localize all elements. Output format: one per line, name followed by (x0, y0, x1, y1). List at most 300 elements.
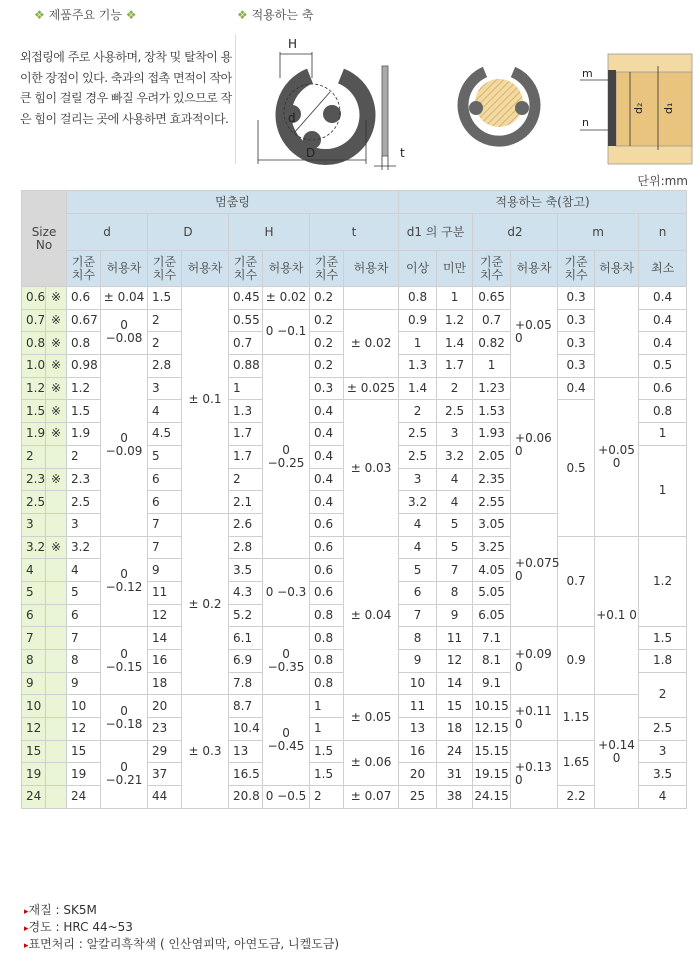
d2-base-cell: 1.23 (473, 377, 511, 400)
d-tol-cell: 0 −0.21 (101, 740, 148, 808)
d2-tol-cell: +0.075 0 (511, 513, 558, 626)
d1-under-cell: 3.2 (437, 445, 473, 468)
d1-over-cell: 1.4 (399, 377, 437, 400)
note-mark: ※ (46, 355, 67, 378)
n-min-cell: 0.8 (639, 400, 687, 423)
H-base-cell: 13 (229, 740, 263, 763)
d2-base-cell: 0.65 (473, 287, 511, 310)
n-min-cell: 0.5 (639, 355, 687, 378)
d-base-cell: 5 (67, 581, 101, 604)
d-base-cell: 0.67 (67, 309, 101, 332)
m-base-cell: 0.3 (558, 355, 595, 378)
d1-under-cell: 1 (437, 287, 473, 310)
d1-over-cell: 2 (399, 400, 437, 423)
header-base: 기준 치수 (310, 251, 344, 287)
t-base-cell: 1 (310, 695, 344, 718)
d1-over-cell: 5 (399, 559, 437, 582)
table-row (22, 536, 687, 559)
table-row (22, 287, 687, 310)
D-base-cell: 2 (148, 309, 182, 332)
size-cell: 3 (22, 513, 46, 536)
d1-over-cell: 8 (399, 627, 437, 650)
label-d2: d₂ (632, 102, 645, 114)
n-min-cell: 1.8 (639, 650, 687, 673)
m-tol-cell: +0.1 0 (595, 536, 639, 695)
d1-over-cell: 3.2 (399, 491, 437, 514)
d2-base-cell: 2.05 (473, 445, 511, 468)
H-tol-cell: ± 0.02 (263, 287, 310, 310)
note-mark: ※ (46, 400, 67, 423)
d2-base-cell: 0.82 (473, 332, 511, 355)
d1-under-cell: 5 (437, 536, 473, 559)
D-base-cell: 23 (148, 718, 182, 741)
d-tol-cell: ± 0.04 (101, 287, 148, 310)
size-cell: 1.2 (22, 377, 46, 400)
header-tol: 허용차 (344, 251, 399, 287)
header-n: n (639, 214, 687, 251)
size-cell: 3.2 (22, 536, 46, 559)
t-base-cell: 0.6 (310, 581, 344, 604)
note-mark: ※ (46, 377, 67, 400)
d-tol-cell: 0 −0.08 (101, 309, 148, 354)
n-min-cell: 0.4 (639, 332, 687, 355)
d2-tol-cell: +0.09 0 (511, 627, 558, 695)
note-mark (46, 559, 67, 582)
H-tol-cell: 0 −0.1 (263, 309, 310, 354)
header-min: 최소 (639, 251, 687, 287)
size-cell: 24 (22, 786, 46, 809)
features-heading: ❖ 제품주요 기능 ❖ (34, 8, 137, 22)
n-min-cell: 0.6 (639, 377, 687, 400)
diamond-icon: ❖ (125, 8, 137, 22)
d-base-cell: 8 (67, 650, 101, 673)
d1-under-cell: 8 (437, 581, 473, 604)
spec-item: ▸경도 : HRC 44~53 (24, 920, 133, 934)
H-base-cell: 0.45 (229, 287, 263, 310)
note-mark (46, 718, 67, 741)
d1-over-cell: 0.8 (399, 287, 437, 310)
n-min-cell: 1.5 (639, 627, 687, 650)
d2-tol-cell: +0.05 0 (511, 287, 558, 378)
size-cell: 8 (22, 650, 46, 673)
d1-over-cell: 6 (399, 581, 437, 604)
t-base-cell: 2 (310, 786, 344, 809)
n-min-cell: 3 (639, 740, 687, 763)
d-base-cell: 2.5 (67, 491, 101, 514)
H-base-cell: 20.8 (229, 786, 263, 809)
D-tol-cell: ± 0.3 (182, 695, 229, 808)
d1-over-cell: 4 (399, 513, 437, 536)
H-base-cell: 7.8 (229, 672, 263, 695)
header-base: 기준 치수 (67, 251, 101, 287)
n-min-cell: 2 (639, 672, 687, 717)
d1-under-cell: 38 (437, 786, 473, 809)
spec-table (21, 190, 687, 809)
d1-under-cell: 7 (437, 559, 473, 582)
d1-over-cell: 25 (399, 786, 437, 809)
label-m: m (582, 67, 593, 80)
d1-under-cell: 2.5 (437, 400, 473, 423)
t-tol-cell: ± 0.06 (344, 740, 399, 785)
d-base-cell: 1.5 (67, 400, 101, 423)
d1-under-cell: 2 (437, 377, 473, 400)
D-base-cell: 6 (148, 491, 182, 514)
d-base-cell: 24 (67, 786, 101, 809)
H-tol-cell: 0 −0.25 (263, 355, 310, 559)
header-tol: 허용차 (263, 251, 310, 287)
label-n: n (582, 116, 589, 129)
header-d2: d2 (473, 214, 558, 251)
t-base-cell: 0.8 (310, 650, 344, 673)
header-H: H (229, 214, 310, 251)
n-min-cell: 1 (639, 423, 687, 446)
note-mark (46, 491, 67, 514)
d2-base-cell: 7.1 (473, 627, 511, 650)
D-base-cell: 4 (148, 400, 182, 423)
n-min-cell: 0.4 (639, 287, 687, 310)
m-base-cell: 1.15 (558, 695, 595, 740)
t-base-cell: 0.2 (310, 332, 344, 355)
D-base-cell: 18 (148, 672, 182, 695)
note-mark: ※ (46, 536, 67, 559)
size-cell: 0.7 (22, 309, 46, 332)
header-shaft: 적용하는 축(참고) (399, 191, 687, 214)
t-base-cell: 0.4 (310, 445, 344, 468)
d-base-cell: 12 (67, 718, 101, 741)
triangle-bullet-icon: ▸ (24, 924, 29, 934)
d1-under-cell: 15 (437, 695, 473, 718)
t-tol-cell: ± 0.02 (344, 309, 399, 377)
header-tol: 허용차 (595, 251, 639, 287)
unit-label: 단위:mm (637, 174, 688, 188)
d1-over-cell: 16 (399, 740, 437, 763)
d1-under-cell: 3 (437, 423, 473, 446)
H-base-cell: 1 (229, 377, 263, 400)
t-base-cell: 1.5 (310, 740, 344, 763)
note-mark (46, 627, 67, 650)
d1-under-cell: 9 (437, 604, 473, 627)
H-base-cell: 4.3 (229, 581, 263, 604)
note-mark (46, 672, 67, 695)
n-min-cell: 0.4 (639, 309, 687, 332)
H-base-cell: 10.4 (229, 718, 263, 741)
size-cell: 1.0 (22, 355, 46, 378)
t-base-cell: 0.6 (310, 559, 344, 582)
d1-under-cell: 18 (437, 718, 473, 741)
H-base-cell: 1.7 (229, 423, 263, 446)
t-base-cell: 0.4 (310, 400, 344, 423)
t-base-cell: 0.4 (310, 423, 344, 446)
d-base-cell: 0.8 (67, 332, 101, 355)
H-base-cell: 1.7 (229, 445, 263, 468)
d-base-cell: 4 (67, 559, 101, 582)
D-base-cell: 11 (148, 581, 182, 604)
d1-under-cell: 1.7 (437, 355, 473, 378)
d2-base-cell: 6.05 (473, 604, 511, 627)
H-base-cell: 6.9 (229, 650, 263, 673)
m-base-cell: 0.3 (558, 309, 595, 332)
D-base-cell: 7 (148, 536, 182, 559)
header-tol: 허용차 (101, 251, 148, 287)
m-base-cell: 0.7 (558, 536, 595, 627)
D-base-cell: 2.8 (148, 355, 182, 378)
d1-under-cell: 12 (437, 650, 473, 673)
d1-over-cell: 4 (399, 536, 437, 559)
H-base-cell: 5.2 (229, 604, 263, 627)
size-cell: 7 (22, 627, 46, 650)
header-base: 기준 치수 (558, 251, 595, 287)
H-base-cell: 2 (229, 468, 263, 491)
m-base-cell: 0.5 (558, 400, 595, 536)
D-base-cell: 12 (148, 604, 182, 627)
d1-under-cell: 11 (437, 627, 473, 650)
label-H: H (288, 37, 298, 51)
n-min-cell: 2.5 (639, 718, 687, 741)
t-tol-cell: ± 0.04 (344, 536, 399, 695)
t-tol-cell: ± 0.025 (344, 377, 399, 400)
note-mark: ※ (46, 287, 67, 310)
d-base-cell: 19 (67, 763, 101, 786)
t-base-cell: 0.4 (310, 468, 344, 491)
t-base-cell: 0.2 (310, 287, 344, 310)
size-cell: 1.9 (22, 423, 46, 446)
d-tol-cell: 0 −0.18 (101, 695, 148, 740)
d1-over-cell: 2.5 (399, 423, 437, 446)
size-cell: 9 (22, 672, 46, 695)
size-cell: 19 (22, 763, 46, 786)
size-cell: 5 (22, 581, 46, 604)
D-tol-cell: ± 0.1 (182, 287, 229, 514)
header-m: m (558, 214, 639, 251)
D-base-cell: 6 (148, 468, 182, 491)
d-base-cell: 10 (67, 695, 101, 718)
size-cell: 2 (22, 445, 46, 468)
H-tol-cell: 0 −0.45 (263, 695, 310, 786)
t-tol-cell: ± 0.05 (344, 695, 399, 740)
size-cell: 1.5 (22, 400, 46, 423)
label-D: D (306, 146, 316, 160)
d2-base-cell: 4.05 (473, 559, 511, 582)
label-t: t (400, 146, 405, 160)
H-base-cell: 1.3 (229, 400, 263, 423)
d-tol-cell: 0 −0.09 (101, 355, 148, 537)
d1-over-cell: 7 (399, 604, 437, 627)
H-base-cell: 2.8 (229, 536, 263, 559)
D-base-cell: 5 (148, 445, 182, 468)
d1-under-cell: 31 (437, 763, 473, 786)
H-base-cell: 3.5 (229, 559, 263, 582)
note-mark: ※ (46, 309, 67, 332)
d2-base-cell: 5.05 (473, 581, 511, 604)
note-mark: ※ (46, 423, 67, 446)
size-cell: 12 (22, 718, 46, 741)
header-tol: 허용차 (182, 251, 229, 287)
m-tol-cell: +0.05 0 (595, 377, 639, 536)
divider (235, 34, 236, 164)
d1-over-cell: 20 (399, 763, 437, 786)
t-base-cell: 0.2 (310, 355, 344, 378)
d1-over-cell: 13 (399, 718, 437, 741)
header-ring: 멈춤링 (67, 191, 399, 214)
d2-base-cell: 2.55 (473, 491, 511, 514)
d2-base-cell: 1.93 (473, 423, 511, 446)
d2-base-cell: 1.53 (473, 400, 511, 423)
H-tol-cell: 0 −0.35 (263, 627, 310, 695)
d2-base-cell: 9.1 (473, 672, 511, 695)
spec-item: ▸표면처리 : 알칼리흑착색 ( 인산염피막, 아연도금, 니켈도금) (24, 937, 340, 951)
H-tol-cell: 0 −0.5 (263, 786, 310, 809)
d2-tol-cell: +0.13 0 (511, 740, 558, 808)
note-mark (46, 581, 67, 604)
H-base-cell: 6.1 (229, 627, 263, 650)
D-base-cell: 2 (148, 332, 182, 355)
d1-over-cell: 0.9 (399, 309, 437, 332)
D-base-cell: 14 (148, 627, 182, 650)
H-base-cell: 2.6 (229, 513, 263, 536)
header-tol: 허용차 (511, 251, 558, 287)
t-tol-cell (344, 287, 399, 310)
note-mark (46, 763, 67, 786)
D-base-cell: 44 (148, 786, 182, 809)
n-min-cell: 4 (639, 786, 687, 809)
d2-base-cell: 8.1 (473, 650, 511, 673)
d-tol-cell: 0 −0.12 (101, 536, 148, 627)
size-cell: 10 (22, 695, 46, 718)
H-base-cell: 0.88 (229, 355, 263, 378)
size-cell: 0.8 (22, 332, 46, 355)
D-base-cell: 3 (148, 377, 182, 400)
header-under: 미만 (437, 251, 473, 287)
size-cell: 15 (22, 740, 46, 763)
note-mark (46, 695, 67, 718)
note-mark (46, 650, 67, 673)
d1-over-cell: 2.5 (399, 445, 437, 468)
triangle-bullet-icon: ▸ (24, 941, 29, 951)
d-base-cell: 0.98 (67, 355, 101, 378)
m-base-cell: 2.2 (558, 786, 595, 809)
D-base-cell: 1.5 (148, 287, 182, 310)
intro-text: 외접링에 주로 사용하며, 장착 및 탈착이 용이한 장점이 있다. 축과의 접촉 면적이 작아 큰 힘이 걸릴 경우 빠질 우려가 있으므로 작은 힘이 걸리는 곳에 사용하면 효과적이다. (20, 50, 232, 126)
t-base-cell: 0.8 (310, 672, 344, 695)
d2-base-cell: 19.15 (473, 763, 511, 786)
t-base-cell: 1 (310, 718, 344, 741)
m-base-cell: 0.4 (558, 377, 595, 400)
d1-over-cell: 11 (399, 695, 437, 718)
m-tol-cell: +0.14 0 (595, 695, 639, 808)
m-base-cell: 0.3 (558, 287, 595, 310)
t-tol-cell: ± 0.03 (344, 400, 399, 536)
t-base-cell: 0.6 (310, 536, 344, 559)
header-t: t (310, 214, 399, 251)
header-d1: d1 의 구분 (399, 214, 473, 251)
H-base-cell: 8.7 (229, 695, 263, 718)
diamond-icon: ❖ (237, 8, 248, 22)
d-base-cell: 1.2 (67, 377, 101, 400)
D-base-cell: 9 (148, 559, 182, 582)
d-base-cell: 2 (67, 445, 101, 468)
H-base-cell: 0.7 (229, 332, 263, 355)
table-row (22, 695, 687, 718)
n-min-cell: 3.5 (639, 763, 687, 786)
m-base-cell: 0.3 (558, 332, 595, 355)
label-d: d (288, 111, 296, 125)
m-base-cell: 1.65 (558, 740, 595, 785)
D-base-cell: 16 (148, 650, 182, 673)
size-cell: 6 (22, 604, 46, 627)
d2-tol-cell: +0.06 0 (511, 377, 558, 513)
spec-list (24, 903, 339, 954)
ring-on-shaft-figure (452, 60, 552, 150)
d1-over-cell: 9 (399, 650, 437, 673)
D-tol-cell: ± 0.2 (182, 513, 229, 695)
d-base-cell: 0.6 (67, 287, 101, 310)
header-size: Size No (22, 191, 67, 287)
d2-base-cell: 12.15 (473, 718, 511, 741)
D-base-cell: 20 (148, 695, 182, 718)
note-mark (46, 445, 67, 468)
n-min-cell: 1 (639, 445, 687, 536)
note-mark (46, 513, 67, 536)
d1-under-cell: 1.4 (437, 332, 473, 355)
d2-tol-cell: +0.11 0 (511, 695, 558, 740)
t-base-cell: 0.2 (310, 309, 344, 332)
t-base-cell: 0.4 (310, 491, 344, 514)
d2-base-cell: 0.7 (473, 309, 511, 332)
D-base-cell: 4.5 (148, 423, 182, 446)
m-tol-cell (595, 287, 639, 378)
triangle-bullet-icon: ▸ (24, 907, 29, 917)
d2-base-cell: 15.15 (473, 740, 511, 763)
n-min-cell: 1.2 (639, 536, 687, 627)
header-over: 이상 (399, 251, 437, 287)
header-d: d (67, 214, 148, 251)
t-base-cell: 0.8 (310, 604, 344, 627)
header-D: D (148, 214, 229, 251)
d-base-cell: 2.3 (67, 468, 101, 491)
D-base-cell: 7 (148, 513, 182, 536)
t-base-cell: 1.5 (310, 763, 344, 786)
table-row (22, 740, 687, 763)
label-d1: d₁ (662, 102, 675, 114)
d1-under-cell: 1.2 (437, 309, 473, 332)
note-mark (46, 604, 67, 627)
d2-base-cell: 24.15 (473, 786, 511, 809)
d-tol-cell: 0 −0.15 (101, 627, 148, 695)
table-row (22, 309, 687, 332)
d1-under-cell: 4 (437, 468, 473, 491)
size-cell: 2.5 (22, 491, 46, 514)
d2-base-cell: 2.35 (473, 468, 511, 491)
d-base-cell: 7 (67, 627, 101, 650)
ering-dimension-figure (246, 30, 426, 170)
shaft-heading: ❖ 적용하는 축 (237, 8, 314, 22)
H-tol-cell: 0 −0.3 (263, 559, 310, 627)
d1-under-cell: 14 (437, 672, 473, 695)
d2-base-cell: 1 (473, 355, 511, 378)
d1-over-cell: 1.3 (399, 355, 437, 378)
header-base: 기준 치수 (229, 251, 263, 287)
m-base-cell: 0.9 (558, 627, 595, 695)
d1-under-cell: 24 (437, 740, 473, 763)
H-base-cell: 2.1 (229, 491, 263, 514)
t-base-cell: 0.8 (310, 627, 344, 650)
t-tol-cell: ± 0.07 (344, 786, 399, 809)
shaft-section-figure (578, 46, 693, 166)
size-cell: 4 (22, 559, 46, 582)
d1-over-cell: 10 (399, 672, 437, 695)
diamond-icon: ❖ (34, 8, 45, 22)
d1-under-cell: 5 (437, 513, 473, 536)
